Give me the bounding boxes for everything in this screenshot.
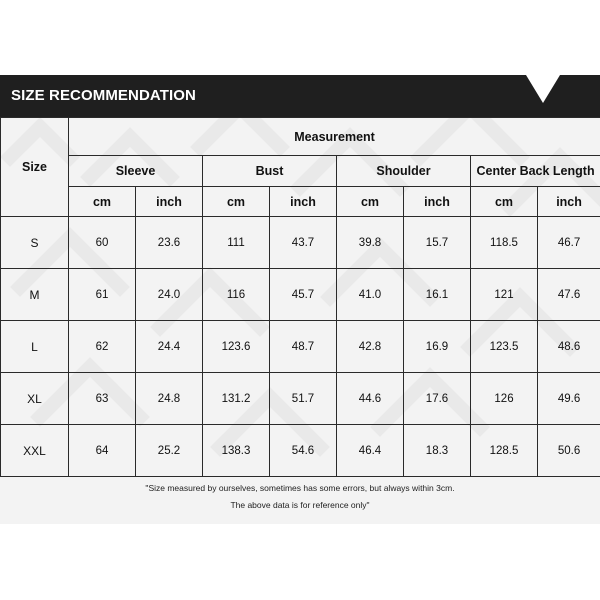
table-cell: 60 [69,217,136,269]
unit-header: inch [136,187,203,217]
unit-header: cm [203,187,270,217]
table-cell: 24.8 [136,373,203,425]
size-label: XXL [1,425,69,477]
group-header-center-back-length: Center Back Length [471,156,600,187]
unit-header: cm [337,187,404,217]
unit-header: inch [538,187,600,217]
table-cell: 39.8 [337,217,404,269]
size-column-header: Size [1,118,69,217]
size-label: M [1,269,69,321]
table-row [1,425,600,477]
unit-header: cm [471,187,538,217]
table-cell: 42.8 [337,321,404,373]
table-cell: 64 [69,425,136,477]
table-cell: 50.6 [538,425,600,477]
table-cell: 44.6 [337,373,404,425]
table-cell: 46.4 [337,425,404,477]
note-line: The above data is for reference only" [230,500,370,510]
table-cell: 138.3 [203,425,270,477]
size-label: XL [1,373,69,425]
table-cell: 123.6 [203,321,270,373]
table-cell: 118.5 [471,217,538,269]
size-chart [0,117,600,524]
group-header-bust: Bust [203,156,337,187]
table-cell: 43.7 [270,217,337,269]
table-cell: 16.1 [404,269,471,321]
table-cell: 111 [203,217,270,269]
size-table [0,117,600,477]
table-cell: 47.6 [538,269,600,321]
table-cell: 49.6 [538,373,600,425]
table-cell: 121 [471,269,538,321]
size-label: S [1,217,69,269]
group-header-shoulder: Shoulder [337,156,471,187]
table-cell: 46.7 [538,217,600,269]
table-cell: 15.7 [404,217,471,269]
table-cell: 24.4 [136,321,203,373]
table-row [1,321,600,373]
banner-notch-decoration [526,75,560,103]
size-label: L [1,321,69,373]
table-cell: 18.3 [404,425,471,477]
table-cell: 54.6 [270,425,337,477]
table-cell: 24.0 [136,269,203,321]
table-cell: 45.7 [270,269,337,321]
header-banner [0,75,600,117]
unit-header: inch [270,187,337,217]
table-cell: 48.6 [538,321,600,373]
table-cell: 48.7 [270,321,337,373]
table-cell: 62 [69,321,136,373]
table-row [1,373,600,425]
table-row [1,217,600,269]
table-cell: 126 [471,373,538,425]
unit-header: cm [69,187,136,217]
table-cell: 61 [69,269,136,321]
table-row [1,269,600,321]
table-cell: 116 [203,269,270,321]
table-cell: 41.0 [337,269,404,321]
unit-header: inch [404,187,471,217]
table-cell: 128.5 [471,425,538,477]
measurement-header: Measurement [69,118,600,156]
table-cell: 17.6 [404,373,471,425]
table-cell: 23.6 [136,217,203,269]
size-notes [0,474,600,524]
table-cell: 25.2 [136,425,203,477]
table-cell: 51.7 [270,373,337,425]
table-cell: 63 [69,373,136,425]
table-cell: 131.2 [203,373,270,425]
banner-title: SIZE RECOMMENDATION [11,87,196,104]
table-cell: 16.9 [404,321,471,373]
table-cell: 123.5 [471,321,538,373]
note-line: "Size measured by ourselves, sometimes has some errors, but always within 3cm. [145,483,455,493]
group-header-sleeve: Sleeve [69,156,203,187]
